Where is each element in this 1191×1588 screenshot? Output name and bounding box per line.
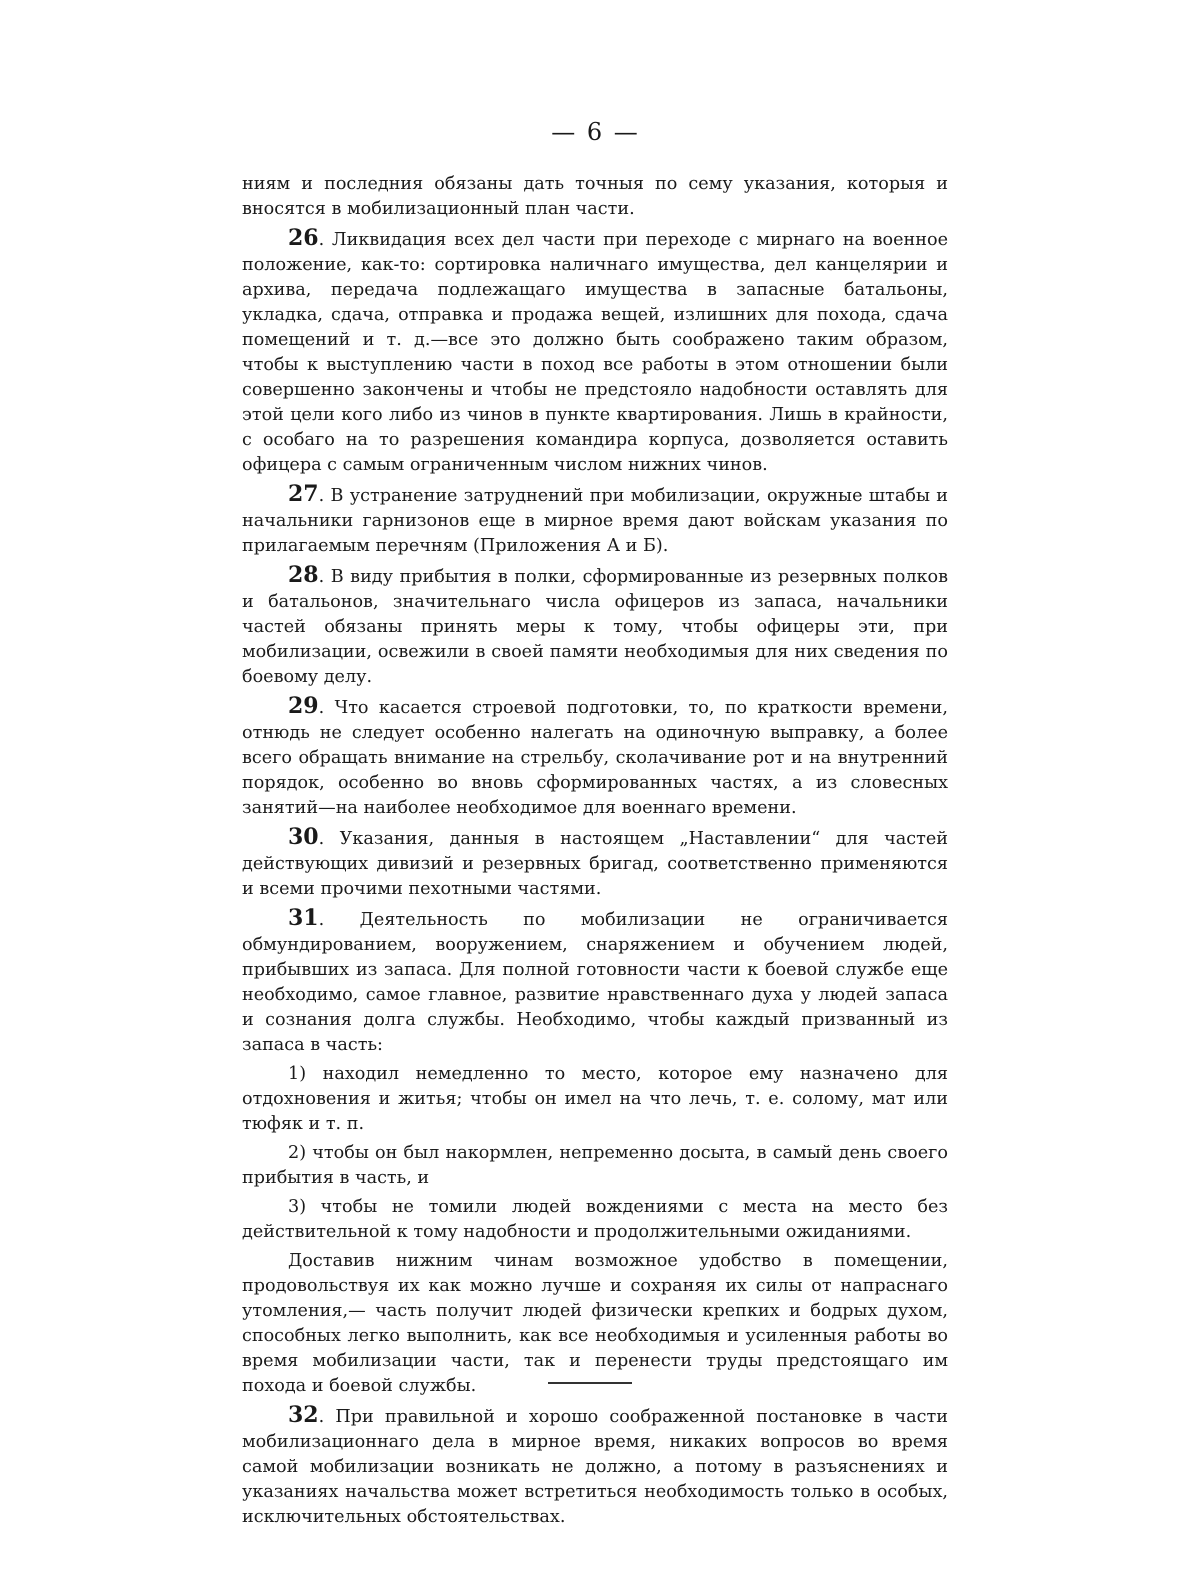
numbered-paragraph bbox=[242, 694, 948, 821]
paragraph-text: ниям и последния обязаны дать точныя по сему указания, которыя и вносятся в мобилизационный план части. bbox=[242, 174, 948, 219]
paragraph-number: 30 bbox=[288, 824, 319, 850]
paragraph-text: . Указания, данныя в настоящем „Наставлении“ для частей действующих дивизий и резервных бригад, соответственно применяются и всеми прочими пехотными частями. bbox=[242, 829, 948, 899]
paragraph bbox=[242, 172, 948, 222]
paragraph-text: . При правильной и хорошо соображенной постановке в части мобилизационнаго дела в мирное время, никаких вопросов во время самой мобилизации возникать не должно, а потому в разъяснениях и указаниях начальства может встретиться необходимость только в особых, исключительных обстоятельствах. bbox=[242, 1407, 948, 1527]
numbered-paragraph bbox=[242, 563, 948, 690]
body-text bbox=[242, 172, 948, 1530]
paragraph-text: . В устранение затруднений при мобилизации, окружные штабы и начальники гарнизонов еще в мирное время дают войскам указания по прилагаемым перечням (Приложения А и Б). bbox=[242, 486, 948, 556]
numbered-paragraph bbox=[242, 906, 948, 1058]
page-number: — 6 — bbox=[551, 118, 640, 146]
numbered-paragraph bbox=[242, 482, 948, 559]
paragraph-text: Доставив нижним чинам возможное удобство в помещении, продовольствуя их как можно лучше и сохраняя их силы от напраснаго утомления,— часть получит людей физически крепких и бодрых духом, способных легко выполнить, как все необходимыя и усиленныя работы во время мобилизации части, так и перенести труды предстоящаго им похода и боевой службы. bbox=[242, 1251, 948, 1396]
end-rule bbox=[548, 1382, 632, 1384]
paragraph-number: 26 bbox=[288, 225, 319, 251]
paragraph-number: 32 bbox=[288, 1402, 319, 1428]
numbered-paragraph bbox=[242, 226, 948, 478]
paragraph bbox=[242, 1062, 948, 1137]
paragraph-text: . В виду прибытия в полки, сформированные из резервных полков и батальонов, значительнаго числа офицеров из запаса, начальники частей обязаны принять меры к тому, чтобы офицеры эти, при мобилизации, освежили в своей памяти необходимыя для них сведения по боевому делу. bbox=[242, 567, 948, 687]
paragraph-number: 27 bbox=[288, 481, 319, 507]
numbered-paragraph bbox=[242, 1403, 948, 1530]
paragraph-text: . Деятельность по мобилизации не ограничивается обмундированием, вооружением, снаряжением и обучением людей, прибывших из запаса. Для полной готовности части к боевой службе еще необходимо, самое главное, развитие нравственнаго духа у людей запаса и сознания долга службы. Необходимо, чтобы каждый призванный из запаса в часть: bbox=[242, 910, 948, 1055]
paragraph-number: 28 bbox=[288, 562, 319, 588]
paragraph-text: . Что касается строевой подготовки, то, по краткости времени, отнюдь не следует особенно налегать на одиночную выправку, а более всего обращать внимание на стрельбу, сколачивание рот и на внутренний порядок, особенно во вновь сформированных частях, а из словесных занятий—на наиболее необходимое для военнаго времени. bbox=[242, 698, 948, 818]
paragraph-text: 2) чтобы он был накормлен, непременно досыта, в самый день своего прибытия в часть, и bbox=[242, 1143, 948, 1188]
paragraph-number: 29 bbox=[288, 693, 319, 719]
paragraph-text: 1) находил немедленно то место, которое ему назначено для отдохновения и житья; чтобы он имел на что лечь, т. е. солому, мат или тюфяк и т. п. bbox=[242, 1064, 948, 1134]
paragraph-number: 31 bbox=[288, 905, 319, 931]
paragraph bbox=[242, 1195, 948, 1245]
paragraph bbox=[242, 1249, 948, 1399]
paragraph bbox=[242, 1141, 948, 1191]
paragraph-text: 3) чтобы не томили людей вождениями с места на место без действительной к тому надобности и продолжительными ожиданиями. bbox=[242, 1197, 948, 1242]
numbered-paragraph bbox=[242, 825, 948, 902]
paragraph-text: . Ликвидация всех дел части при переходе с мирнаго на военное положение, как-то: сортировка наличнаго имущества, дел канцелярии и архива, передача подлежащаго имущества в запасные батальоны, укладка, сдача, отправка и продажа вещей, излишних для похода, сдача помещений и т. д.—все это должно быть соображено таким образом, чтобы к выступлению части в поход все работы в этом отношении были совершенно закончены и чтобы не предстояло надобности оставлять для этой цели кого либо из чинов в пункте квартирования. Лишь в крайности, с особаго на то разрешения командира корпуса, дозволяется оставить офицера с самым ограниченным числом нижних чинов. bbox=[242, 230, 948, 475]
